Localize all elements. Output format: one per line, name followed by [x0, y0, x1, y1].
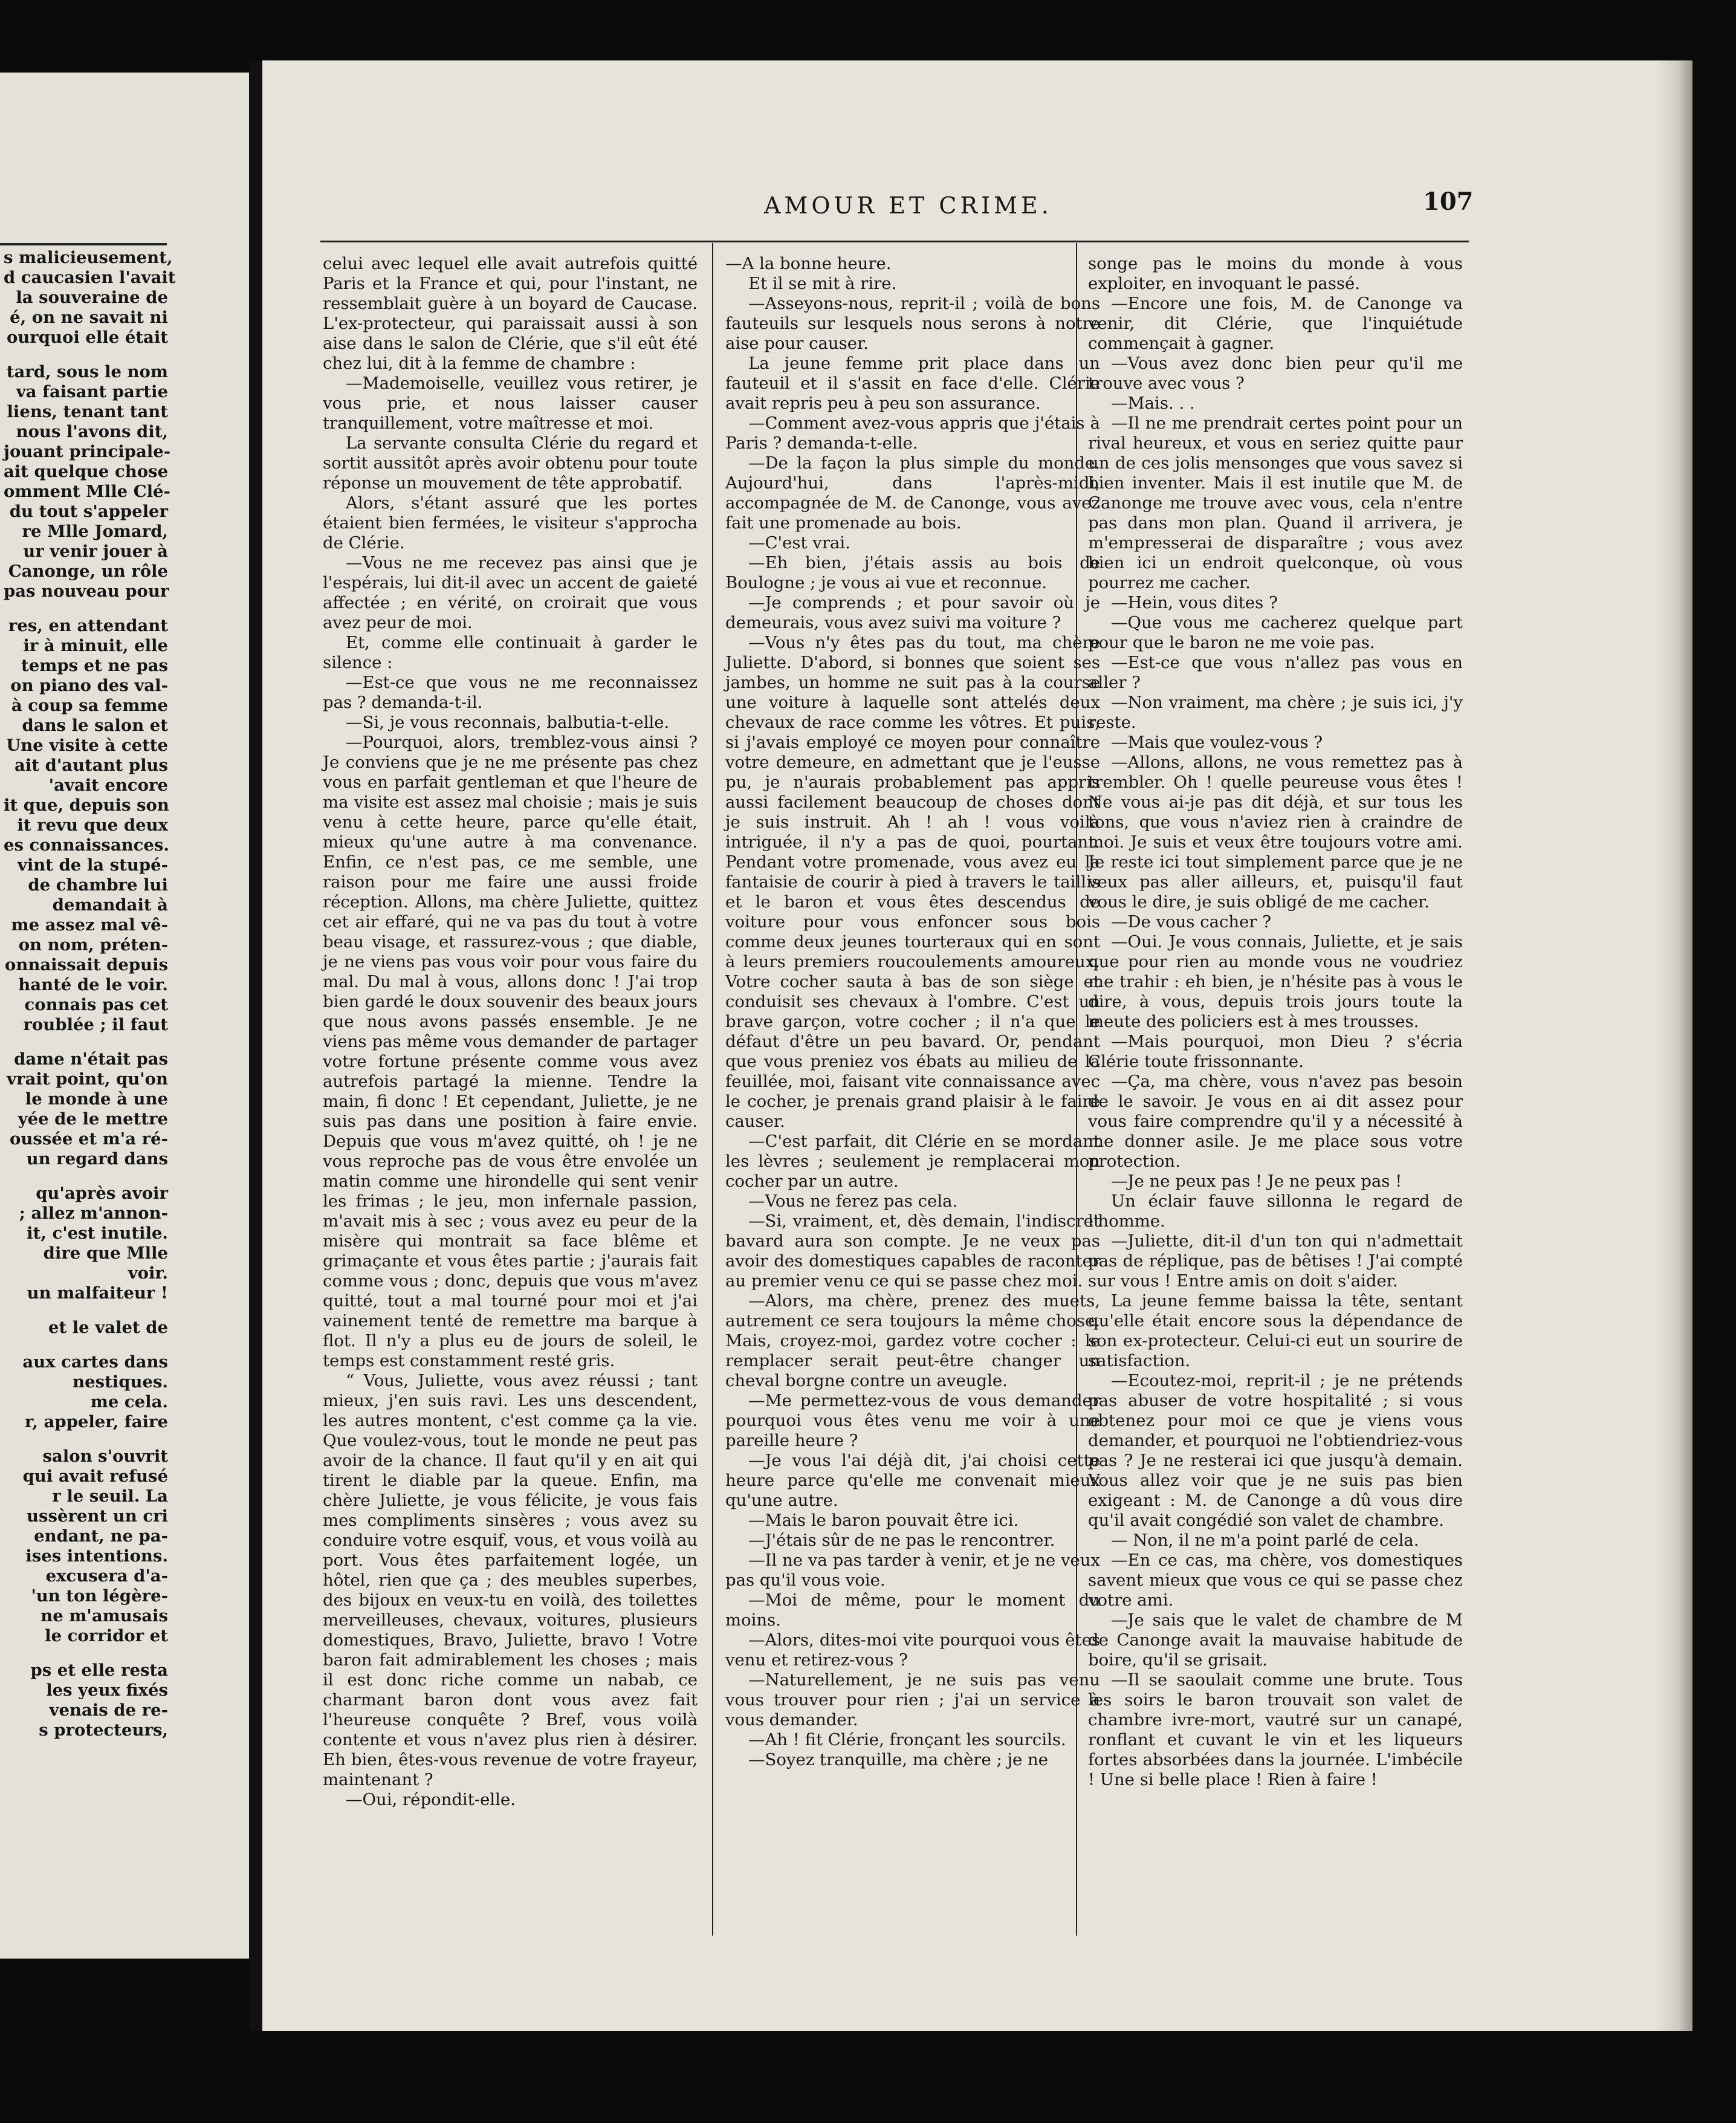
previous-page-line: ait d'autant plus — [15, 756, 168, 775]
previous-page-line: s protecteurs, — [39, 1720, 168, 1740]
paragraph: —Vous ne ferez pas cela. — [748, 1191, 958, 1211]
previous-page-line: ourquoi elle était — [6, 328, 168, 347]
previous-page-line: r, appeler, faire — [24, 1412, 168, 1431]
previous-page-line: it, c'est inutile. — [27, 1224, 168, 1243]
previous-page-line: ises intentions. — [25, 1546, 168, 1566]
previous-page-line: demandait à — [52, 895, 168, 915]
previous-page-line: hanté de le voir. — [18, 975, 168, 994]
paragraph: Et, comme elle continuait à garder le silence : — [323, 633, 698, 672]
paragraph: La jeune femme prit place dans un fauteuil et il s'assit en face d'elle. Clérie avait repris peu à peu son assurance. — [725, 354, 1100, 413]
previous-page-line: va faisant partie — [16, 382, 168, 401]
paragraph: —Mais pourquoi, mon Dieu ? s'écria Clérie toute frissonnante. — [1088, 1032, 1463, 1071]
previous-page-line: nous l'avons dit, — [16, 422, 168, 441]
previous-page-line: endant, ne pa- — [34, 1526, 168, 1546]
previous-page-line: la souveraine de — [16, 288, 168, 307]
paragraph: —Mademoiselle, veuillez vous retirer, je vous prie, et nous laisser causer tranquillement, votre maîtresse et moi. — [323, 374, 698, 433]
previous-page-line: le corridor et — [45, 1626, 168, 1645]
paragraph: La jeune femme baissa la tête, sentant qu'elle était encore sous la dépendance de son ex-protecteur. Celui-ci eut un sourire de satisfaction. — [1088, 1291, 1463, 1370]
paragraph: —Je vous l'ai déjà dit, j'ai choisi cette heure parce qu'elle me convenait mieux qu'une autre. — [725, 1451, 1100, 1510]
previous-page-line: es connaissances. — [4, 835, 169, 855]
previous-page-line: les yeux fixés — [46, 1681, 168, 1700]
previous-page-line: me cela. — [90, 1392, 168, 1412]
paragraph: —Que vous me cacherez quelque part pour que le baron ne me voie pas. — [1088, 613, 1463, 652]
paragraph: —Allons, allons, ne vous remettez pas à trembler. Oh ! quelle peureuse vous êtes ! Ne vous ai-je pas dit déjà, et sur tous les tons, que vous n'aviez rien à craindre de moi. Je suis et veux être toujours votre ami. Je reste ici tout simplement parce que je ne veux pas aller ailleurs, et, puisqu'il faut vous le dire, je suis obligé de me cacher. — [1088, 753, 1463, 912]
previous-page-line: le monde à une — [25, 1089, 168, 1109]
book-gutter — [249, 60, 262, 2031]
paragraph: —Je comprends ; et pour savoir où je demeurais, vous avez suivi ma voiture ? — [725, 593, 1100, 632]
paragraph: —J'étais sûr de ne pas le rencontrer. — [748, 1531, 1055, 1550]
paragraph: “ Vous, Juliette, vous avez réussi ; tant mieux, j'en suis ravi. Les uns descendent, les autres montent, c'est comme ça la vie. Que voulez-vous, tout le monde ne peut pas avoir de la chance. Il faut qu'il y en ait qui tirent le diable par la queue. Enfin, ma chère Juliette, je vous félicite, je vous fais mes compliments sinsères ; vous avez su conduire votre esquif, vous, et vous voilà au port. Vous êtes parfaitement logée, un hôtel, rien que ça ; des meubles superbes, des bijoux en veux-tu en voilà, des toilettes merveilleuses, chevaux, voitures, plusieurs domestiques, Bravo, Juliette, bravo ! Votre baron fait admirablement les choses ; mais il est donc riche comme un nabab, ce charmant baron dont vous avez fait l'heureuse conquête ? Bref, vous voilà contente et vous n'avez plus rien à désirer. Eh bien, êtes-vous revenue de votre frayeur, maintenant ? — [323, 1371, 698, 1789]
paragraph: —Ça, ma chère, vous n'avez pas besoin de le savoir. Je vous en ai dit assez pour vous faire comprendre qu'il y a nécessité à me donner asile. Je me place sous votre protection. — [1088, 1072, 1463, 1171]
previous-page-line: s malicieusement, — [4, 248, 173, 267]
previous-page-line: dame n'était pas — [14, 1049, 168, 1069]
previous-page-line: 'avait encore — [48, 776, 168, 795]
paragraph: songe pas le moins du monde à vous exploiter, en invoquant le passé. — [1088, 254, 1463, 293]
paragraph: Et il se mit à rire. — [748, 274, 897, 293]
running-header: AMOUR ET CRIME. — [764, 192, 1052, 219]
previous-page-line: yée de le mettre — [18, 1109, 168, 1129]
previous-page-line: oussée et m'a ré- — [10, 1129, 168, 1149]
previous-page-line: un regard dans — [26, 1149, 168, 1168]
paragraph: —Alors, dites-moi vite pourquoi vous êtes venu et retirez-vous ? — [725, 1630, 1100, 1670]
paragraph: —Asseyons-nous, reprit-il ; voilà de bons fauteuils sur lesquels nous serons à notre aise pour causer. — [725, 294, 1100, 353]
paragraph: Alors, s'étant assuré que les portes étaient bien fermées, le visiteur s'approcha de Clérie. — [323, 493, 698, 553]
header-rule — [320, 241, 1469, 242]
previous-page-line: voir. — [128, 1263, 168, 1283]
previous-page-line: salon s'ouvrit — [42, 1447, 168, 1466]
paragraph: La servante consulta Clérie du regard et sortit aussitôt après avoir obtenu pour toute réponse un mouvement de tête approbatif. — [323, 433, 698, 493]
previous-page-line: on nom, préten- — [18, 935, 168, 955]
paragraph: —C'est vrai. — [748, 533, 850, 553]
previous-page-line: ps et elle resta — [30, 1661, 168, 1680]
paragraph: —Encore une fois, M. de Canonge va venir, dit Clérie, que l'inquiétude commençait à gagner. — [1088, 294, 1463, 353]
previous-page-line: omment Mlle Clé- — [4, 482, 170, 501]
previous-page-line: excusera d'a- — [45, 1566, 168, 1586]
previous-page-line: d caucasien l'avait — [4, 268, 176, 287]
paragraph: —Je sais que le valet de chambre de M de Canonge avait la mauvaise habitude de boire, qu'il se grisait. — [1088, 1610, 1463, 1670]
previous-page-line: ir à minuit, elle — [23, 636, 168, 655]
page — [262, 60, 1692, 2031]
paragraph: —Vous ne me recevez pas ainsi que je l'espérais, lui dit-il avec un accent de gaieté affectée ; en vérité, on croirait que vous avez peur de moi. — [323, 553, 698, 632]
page-number: 107 — [1423, 187, 1474, 216]
paragraph: —C'est parfait, dit Clérie en se mordant les lèvres ; seulement je remplacerai mon cocher par un autre. — [725, 1132, 1100, 1191]
previous-page-column — [4, 248, 176, 1740]
previous-page-line: onnaissait depuis — [5, 955, 168, 974]
previous-page-line: Une visite à cette — [6, 736, 168, 755]
previous-page-line: venais de re- — [49, 1700, 168, 1720]
previous-page-line: 'un ton légère- — [31, 1586, 168, 1606]
previous-page — [0, 73, 250, 1959]
paragraph: —En ce cas, ma chère, vos domestiques savent mieux que vous ce qui se passe chez votre ami. — [1088, 1551, 1463, 1610]
paragraph: —Il se saoulait comme une brute. Tous les soirs le baron trouvait son valet de chambre ivre-mort, vautré sur un canapé, ronflant et cuvant le vin et les liqueurs fortes absorbées dans la journée. L'imbécile ! Une si belle place ! Rien à faire ! — [1088, 1670, 1463, 1789]
previous-page-line: un malfaiteur ! — [27, 1283, 168, 1303]
paragraph: —Hein, vous dites ? — [1111, 593, 1278, 612]
previous-page-rule — [0, 243, 167, 245]
paragraph: —Il ne va pas tarder à venir, et je ne veux pas qu'il vous voie. — [725, 1551, 1100, 1590]
previous-page-line: Canonge, un rôle — [8, 562, 168, 581]
paragraph: —Si, je vous reconnais, balbutia-t-elle. — [346, 713, 670, 732]
previous-page-line: r le seuil. La — [52, 1486, 168, 1506]
paragraph: —Comment avez-vous appris que j'étais à Paris ? demanda-t-elle. — [725, 413, 1100, 453]
previous-page-line: roublée ; il faut — [23, 1015, 168, 1034]
previous-page-line: vint de la stupé- — [17, 855, 168, 875]
paragraph: —Ecoutez-moi, reprit-il ; je ne prétends pas abuser de votre hospitalité ; si vous obtenez pour moi ce que je viens vous demander, et pourquoi ne l'obtiendriez-vous pas ? Je ne resterai ici que jusqu'à demain. Vous allez voir que je ne suis pas bien exigeant : M. de Canonge a dû vous dire qu'il avait congédié son valet de chambre. — [1088, 1371, 1463, 1530]
paragraph: —Alors, ma chère, prenez des muets, autrement ce sera toujours la même chose. Mais, croyez-moi, gardez votre cocher : le remplacer serait peut-être changer un cheval borgne contre un aveugle. — [725, 1291, 1100, 1390]
paragraph: —Il ne me prendrait certes point pour un rival heureux, et vous en seriez quitte paur un de ces jolis mensonges que vous savez si bien inventer. Mais il est inutile que M. de Canonge me trouve avec vous, cela n'entre pas dans mon plan. Quand il arrivera, je m'empresserai de disparaître ; vous avez bien ici un endroit quelconque, où vous pourrez me cacher. — [1088, 413, 1463, 592]
previous-page-line: tard, sous le nom — [6, 362, 168, 381]
previous-page-line: dire que Mlle — [43, 1243, 168, 1263]
paragraph: —De vous cacher ? — [1111, 912, 1272, 932]
previous-page-line: on piano des val- — [10, 676, 168, 695]
previous-page-line: ussèrent un cri — [27, 1506, 168, 1526]
paragraph: —De la façon la plus simple du monde. Aujourd'hui, dans l'après-midi, accompagnée de M. de Canonge, vous avez fait une promenade au bois. — [725, 453, 1100, 533]
paragraph: —Juliette, dit-il d'un ton qui n'admettait pas de réplique, pas de bêtises ! J'ai compté sur vous ! Entre amis on doit s'aider. — [1088, 1231, 1463, 1291]
previous-page-line: jouant principale- — [4, 442, 171, 461]
previous-page-line: ; allez m'annon- — [19, 1204, 168, 1223]
paragraph: —Vous n'y êtes pas du tout, ma chère Juliette. D'abord, si bonnes que soient ses jambes, un homme ne suit pas à la course une voiture à laquelle sont attelés deux chevaux de race comme les vôtres. Et puis, si j'avais employé ce moyen pour connaître votre demeure, en admettant que je l'eusse pu, je n'aurais probablement pas appris aussi facilement beaucoup de choses dont je suis instruit. Ah ! ah ! vous voilà intriguée, il n'y a pas de quoi, pourtant. Pendant votre promenade, vous avez eu la fantaisie de courir à pied à travers le taillis et le baron et vous êtes descendus de voiture pour vous enfoncer sous bois comme deux jeunes tourteraux qui en sont à leurs premiers roucoulements amoureux. Votre cocher sauta à bas de son siège et conduisit ses chevaux à l'ombre. C'est un brave garçon, votre cocher ; il n'a que le défaut d'être un peu bavard. Or, pendant que vous preniez vos ébats au milieu de la feuillée, moi, faisant vite connaissance avec le cocher, je prenais grand plaisir à le faire causer. — [725, 633, 1100, 1131]
paragraph: —Ah ! fit Clérie, fronçant les sourcils. — [748, 1730, 1066, 1749]
previous-page-line: et le valet de — [48, 1318, 168, 1337]
paragraph: —Mais que voulez-vous ? — [1111, 733, 1323, 752]
previous-page-line: ne m'amusais — [40, 1606, 168, 1625]
column-divider-1 — [712, 243, 713, 1936]
previous-page-line: liens, tenant tant — [7, 402, 168, 421]
paragraph: Un éclair fauve sillonna le regard de l'homme. — [1088, 1191, 1463, 1231]
previous-page-line: dans le salon et — [22, 716, 168, 735]
previous-page-line: temps et ne pas — [21, 656, 168, 675]
previous-page-line: de chambre lui — [28, 875, 168, 895]
paragraph: —Oui, répondit-elle. — [346, 1790, 516, 1809]
paragraph: —Mais le baron pouvait être ici. — [748, 1511, 1019, 1530]
text-column-2 — [725, 254, 1100, 1770]
previous-page-line: vrait point, qu'on — [7, 1069, 168, 1089]
page-edge — [1656, 60, 1692, 2031]
paragraph: — Non, il ne m'a point parlé de cela. — [1111, 1531, 1419, 1550]
previous-page-line: res, en attendant — [8, 616, 168, 635]
paragraph: —Moi de même, pour le moment du moins. — [725, 1590, 1100, 1630]
previous-page-line: connais pas cet — [24, 995, 168, 1014]
previous-page-line: re Mlle Jomard, — [22, 522, 168, 541]
paragraph: —Oui. Je vous connais, Juliette, et je sais que pour rien au monde vous ne voudriez me trahir : eh bien, je n'hésite pas à vous le dire, à vous, depuis trois jours toute la meute des policiers est à mes trousses. — [1088, 932, 1463, 1031]
previous-page-line: ur venir jouer à — [23, 542, 168, 561]
previous-page-line: du tout s'appeler — [9, 502, 168, 521]
previous-page-line: à coup sa femme — [11, 696, 168, 715]
text-column-1 — [323, 254, 698, 1810]
paragraph: —Si, vraiment, et, dès demain, l'indiscret bavard aura son compte. Je ne veux pas avoir des domestiques capables de raconter au premier venu ce qui se passe chez moi. — [725, 1211, 1100, 1291]
previous-page-line: pas nouveau pour — [4, 582, 169, 601]
paragraph: —A la bonne heure. — [725, 254, 892, 273]
paragraph: celui avec lequel elle avait autrefois quitté Paris et la France et qui, pour l'instant, ne ressemblait guère à un boyard de Caucase. L'ex-protecteur, qui paraissait aussi à son aise dans le salon de Clérie, que s'il eût été chez lui, dit à la femme de chambre : — [323, 254, 698, 373]
previous-page-line: it que, depuis son — [4, 796, 169, 815]
paragraph: —Je ne peux pas ! Je ne peux pas ! — [1111, 1172, 1402, 1191]
paragraph: —Mais. . . — [1111, 394, 1195, 413]
paragraph: —Pourquoi, alors, tremblez-vous ainsi ? Je conviens que je ne me présente pas chez vous en parfait gentleman et que l'heure de ma visite est assez mal choisie ; mais je suis venu à cette heure, parce qu'elle était, mieux qu'une autre à ma convenance. Enfin, ce n'est pas, ce me semble, une raison pour me faire une aussi froide réception. Allons, ma chère Juliette, quittez cet air effaré, qui ne va pas du tout à votre beau visage, et rassurez-vous ; que diable, je ne viens pas vous voir pour vous faire du mal. Du mal à vous, allons donc ! J'ai trop bien gardé le doux souvenir des beaux jours que nous avons passés ensemble. Je ne viens pas même vous demander de partager votre fortune présente comme vous avez autrefois partagé la mienne. Tendre la main, fi donc ! Et cependant, Juliette, je ne suis pas dans une position à faire envie. Depuis que vous m'avez quitté, oh ! je ne vous reproche pas de vous être envolée un matin comme une hirondelle qui sent venir les frimas ; le jeu, mon infernale passion, m'avait mis à sec ; vous avez eu peur de la misère qui montrait sa face blême et grimaçante et vous êtes partie ; j'aurais fait comme vous ; donc, depuis que vous m'avez quitté, tout a mal tourné pour moi et j'ai vainement tenté de remettre ma barque à flot. Il n'y a plus eu de jours de soleil, le temps est constamment resté gris. — [323, 733, 698, 1370]
paragraph: —Soyez tranquille, ma chère ; je ne — [748, 1750, 1048, 1769]
text-column-3 — [1088, 254, 1463, 1790]
previous-page-line: é, on ne savait ni — [10, 308, 168, 327]
paragraph: —Est-ce que vous n'allez pas vous en aller ? — [1088, 653, 1463, 692]
previous-page-line: nestiques. — [73, 1372, 168, 1392]
paragraph: —Non vraiment, ma chère ; je suis ici, j'y reste. — [1088, 693, 1463, 732]
previous-page-line: qui avait refusé — [22, 1467, 168, 1486]
previous-page-line: ait quelque chose — [4, 462, 169, 481]
previous-page-line: it revu que deux — [17, 815, 168, 835]
paragraph: —Est-ce que vous ne me reconnaissez pas ? demanda-t-il. — [323, 673, 698, 712]
paragraph: —Vous avez donc bien peur qu'il me trouve avec vous ? — [1088, 354, 1463, 393]
previous-page-line: me assez mal vê- — [11, 915, 168, 935]
previous-page-line: qu'après avoir — [36, 1184, 168, 1203]
paragraph: —Naturellement, je ne suis pas venu vous trouver pour rien ; j'ai un service à vous demander. — [725, 1670, 1100, 1729]
previous-page-line: aux cartes dans — [22, 1352, 168, 1372]
paragraph: —Me permettez-vous de vous demander pourquoi vous êtes venu me voir à une pareille heure ? — [725, 1391, 1100, 1450]
paragraph: —Eh bien, j'étais assis au bois de Boulogne ; je vous ai vue et reconnue. — [725, 553, 1100, 592]
